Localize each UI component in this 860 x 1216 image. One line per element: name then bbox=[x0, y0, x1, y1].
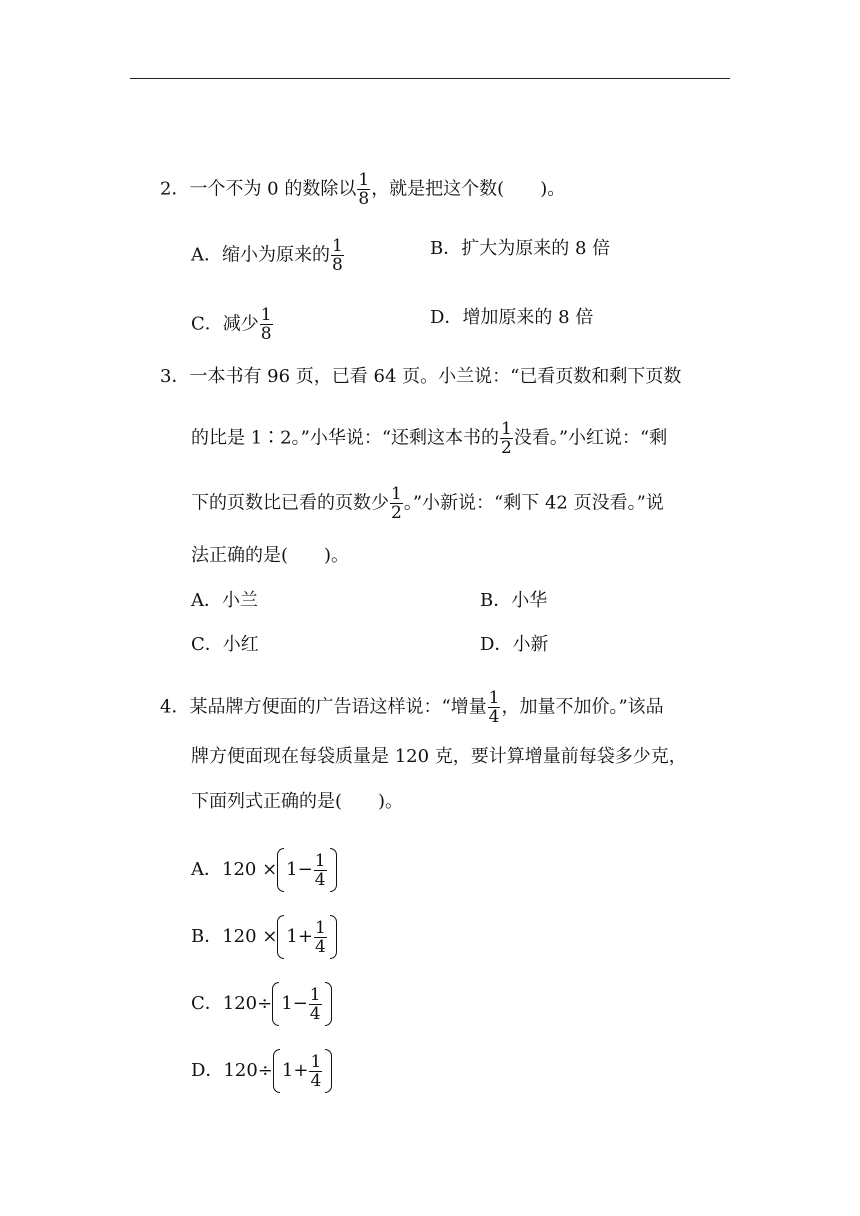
parenthesized-expression: 1 + $\frac{1}{4}$ bbox=[277, 913, 336, 961]
q4-option-d[interactable]: D．120÷ 1 + $\frac{1}{4}$ bbox=[191, 1047, 332, 1095]
q2-option-d[interactable]: D．增加原来的 8 倍 bbox=[430, 307, 594, 328]
q4-option-a[interactable]: A．120 × 1 − $\frac{1}{4}$ bbox=[191, 846, 337, 894]
question-3-line-2: 的比是 1∶2。”小华说：“还剩这本书的 $\frac{1}{2}$ 没看。”小红说：“剩 bbox=[191, 419, 668, 458]
header-rule bbox=[130, 78, 730, 79]
fraction: $\frac{1}{8}$ bbox=[260, 305, 272, 344]
fraction: $\frac{1}{4}$ bbox=[309, 984, 321, 1024]
fraction: $\frac{1}{4}$ bbox=[310, 1051, 322, 1091]
question-3-line-3: 下的页数比已看的页数少 $\frac{1}{2}$ 。”小新说：“剩下 42 页没看。”说 bbox=[191, 484, 664, 523]
fraction: $\frac{1}{4}$ bbox=[314, 850, 326, 890]
question-4-line-1: 4．某品牌方便面的广告语这样说：“增量 $\frac{1}{4}$ ，加量不加价。”该品 bbox=[160, 688, 664, 727]
question-number: 4． bbox=[160, 696, 190, 718]
parenthesized-expression: 1 − $\frac{1}{4}$ bbox=[272, 980, 331, 1028]
q3-option-c[interactable]: C．小红 bbox=[191, 634, 259, 655]
q4-option-b[interactable]: B．120 × 1 + $\frac{1}{4}$ bbox=[191, 913, 337, 961]
q3-option-d[interactable]: D．小新 bbox=[480, 634, 549, 655]
q3-option-b[interactable]: B．小华 bbox=[480, 590, 548, 611]
q3-option-a[interactable]: A．小兰 bbox=[191, 590, 258, 611]
question-3-line-4: 法正确的是( )。 bbox=[191, 545, 350, 566]
q2-option-c[interactable]: C．减少 $\frac{1}{8}$ bbox=[191, 305, 272, 344]
fraction: $\frac{1}{8}$ bbox=[358, 170, 370, 209]
fraction: $\frac{1}{8}$ bbox=[332, 236, 343, 275]
fraction: $\frac{1}{2}$ bbox=[501, 419, 512, 458]
question-3-line-1: 3．一本书有 96 页，已看 64 页。小兰说：“已看页数和剩下页数 bbox=[160, 366, 682, 387]
question-2-stem: 2．一个不为 0 的数除以 $\frac{1}{8}$ ，就是把这个数( )。 bbox=[160, 170, 566, 209]
parenthesized-expression: 1 + $\frac{1}{4}$ bbox=[273, 1047, 332, 1095]
parenthesized-expression: 1 − $\frac{1}{4}$ bbox=[277, 846, 336, 894]
question-number: 2． bbox=[160, 178, 190, 200]
question-4-line-2: 牌方便面现在每袋质量是 120 克，要计算增量前每袋多少克， bbox=[191, 746, 687, 767]
fraction: $\frac{1}{2}$ bbox=[391, 484, 402, 523]
fraction: $\frac{1}{4}$ bbox=[488, 688, 500, 727]
question-number: 3． bbox=[160, 366, 190, 387]
q2-option-b[interactable]: B．扩大为原来的 8 倍 bbox=[430, 238, 611, 259]
q2-option-a[interactable]: A．缩小为原来的 $\frac{1}{8}$ bbox=[191, 236, 343, 275]
question-4-line-3: 下面列式正确的是( )。 bbox=[191, 791, 404, 812]
fraction: $\frac{1}{4}$ bbox=[314, 917, 326, 957]
q4-option-c[interactable]: C．120÷ 1 − $\frac{1}{4}$ bbox=[191, 980, 332, 1028]
